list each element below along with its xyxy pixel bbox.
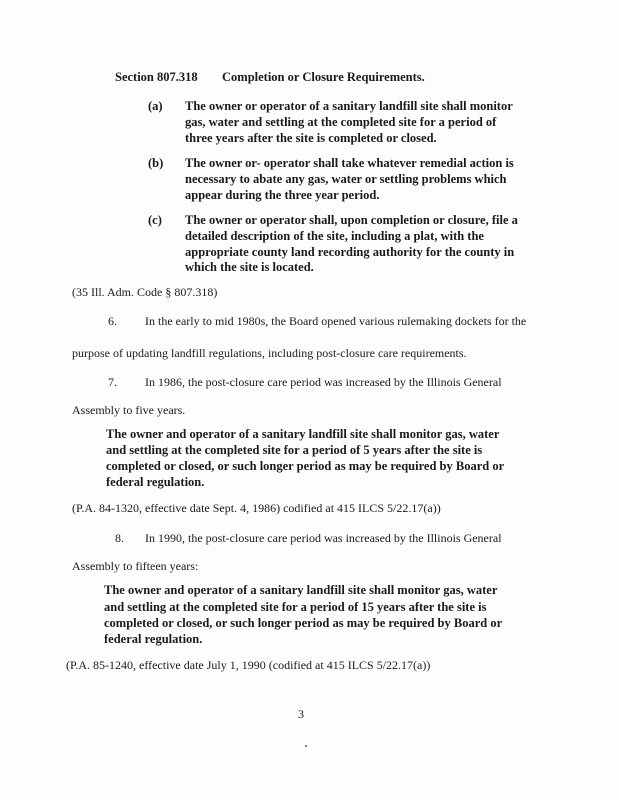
- paragraph-8-number: 8.: [115, 531, 124, 545]
- quote-1-line-1: The owner and operator of a sanitary landfill site shall monitor gas, water: [106, 427, 500, 441]
- paragraph-6-line-1: In the early to mid 1980s, the Board opened various rulemaking dockets for the: [145, 314, 527, 328]
- subsection-a-label: (a): [148, 99, 163, 113]
- subsection-b-line-3: appear during the three year period.: [185, 188, 380, 202]
- paragraph-8-line-1: In 1990, the post-closure care period was increased by the Illinois General: [145, 531, 502, 545]
- quote-1-line-4: federal regulation.: [106, 475, 205, 489]
- paragraph-6-line-2: purpose of updating landfill regulations, including post-closure care requirements.: [72, 346, 467, 360]
- subsection-b-label: (b): [148, 156, 164, 170]
- subsection-c-line-3: appropriate county land recording authority for the county in: [185, 245, 515, 259]
- quote-2-line-1: The owner and operator of a sanitary landfill site shall monitor gas, water: [104, 583, 498, 597]
- subsection-a-line-3: three years after the site is completed or closed.: [185, 131, 437, 145]
- subsection-b-line-2: necessary to abate any gas, water or settling problems which: [185, 172, 507, 186]
- citation-2: (P.A. 84-1320, effective date Sept. 4, 1986) codified at 415 ILCS 5/22.17(a)): [72, 501, 441, 515]
- subsection-c-line-2: detailed description of the site, including a plat, with the: [185, 229, 484, 243]
- paragraph-7-line-2: Assembly to five years.: [72, 403, 186, 417]
- paragraph-6-number: 6.: [108, 314, 117, 328]
- quote-1-line-3: completed or closed, or such longer period as may be required by Board or: [106, 459, 505, 473]
- subsection-c-line-1: The owner or operator shall, upon completion or closure, file a: [185, 213, 518, 227]
- scan-speck: [305, 745, 307, 747]
- quote-1-line-2: and settling at the completed site for a period of 5 years after the site is: [106, 443, 483, 457]
- citation-1: (35 Ill. Adm. Code § 807.318): [72, 285, 218, 299]
- quote-2-line-2: and settling at the completed site for a period of 15 years after the site is: [104, 600, 487, 614]
- quote-2-line-4: federal regulation.: [104, 632, 203, 646]
- paragraph-7-number: 7.: [108, 375, 117, 389]
- page-number: 3: [298, 707, 304, 721]
- subsection-a-line-1: The owner or operator of a sanitary landfill site shall monitor: [185, 99, 513, 113]
- subsection-c-line-4: which the site is located.: [185, 260, 314, 274]
- section-title: Completion or Closure Requirements.: [222, 70, 425, 84]
- subsection-b-line-1: The owner or- operator shall take whatever remedial action is: [185, 156, 514, 170]
- subsection-a-line-2: gas, water and settling at the completed site for a period of: [185, 115, 497, 129]
- quote-2-line-3: completed or closed, or such longer period as may be required by Board or: [104, 616, 503, 630]
- citation-3: (P.A. 85-1240, effective date July 1, 1990 (codified at 415 ILCS 5/22.17(a)): [66, 658, 431, 672]
- subsection-c-label: (c): [148, 213, 162, 227]
- section-number: Section 807.318: [115, 70, 198, 84]
- paragraph-8-line-2: Assembly to fifteen years:: [72, 559, 199, 573]
- paragraph-7-line-1: In 1986, the post-closure care period was increased by the Illinois General: [145, 375, 502, 389]
